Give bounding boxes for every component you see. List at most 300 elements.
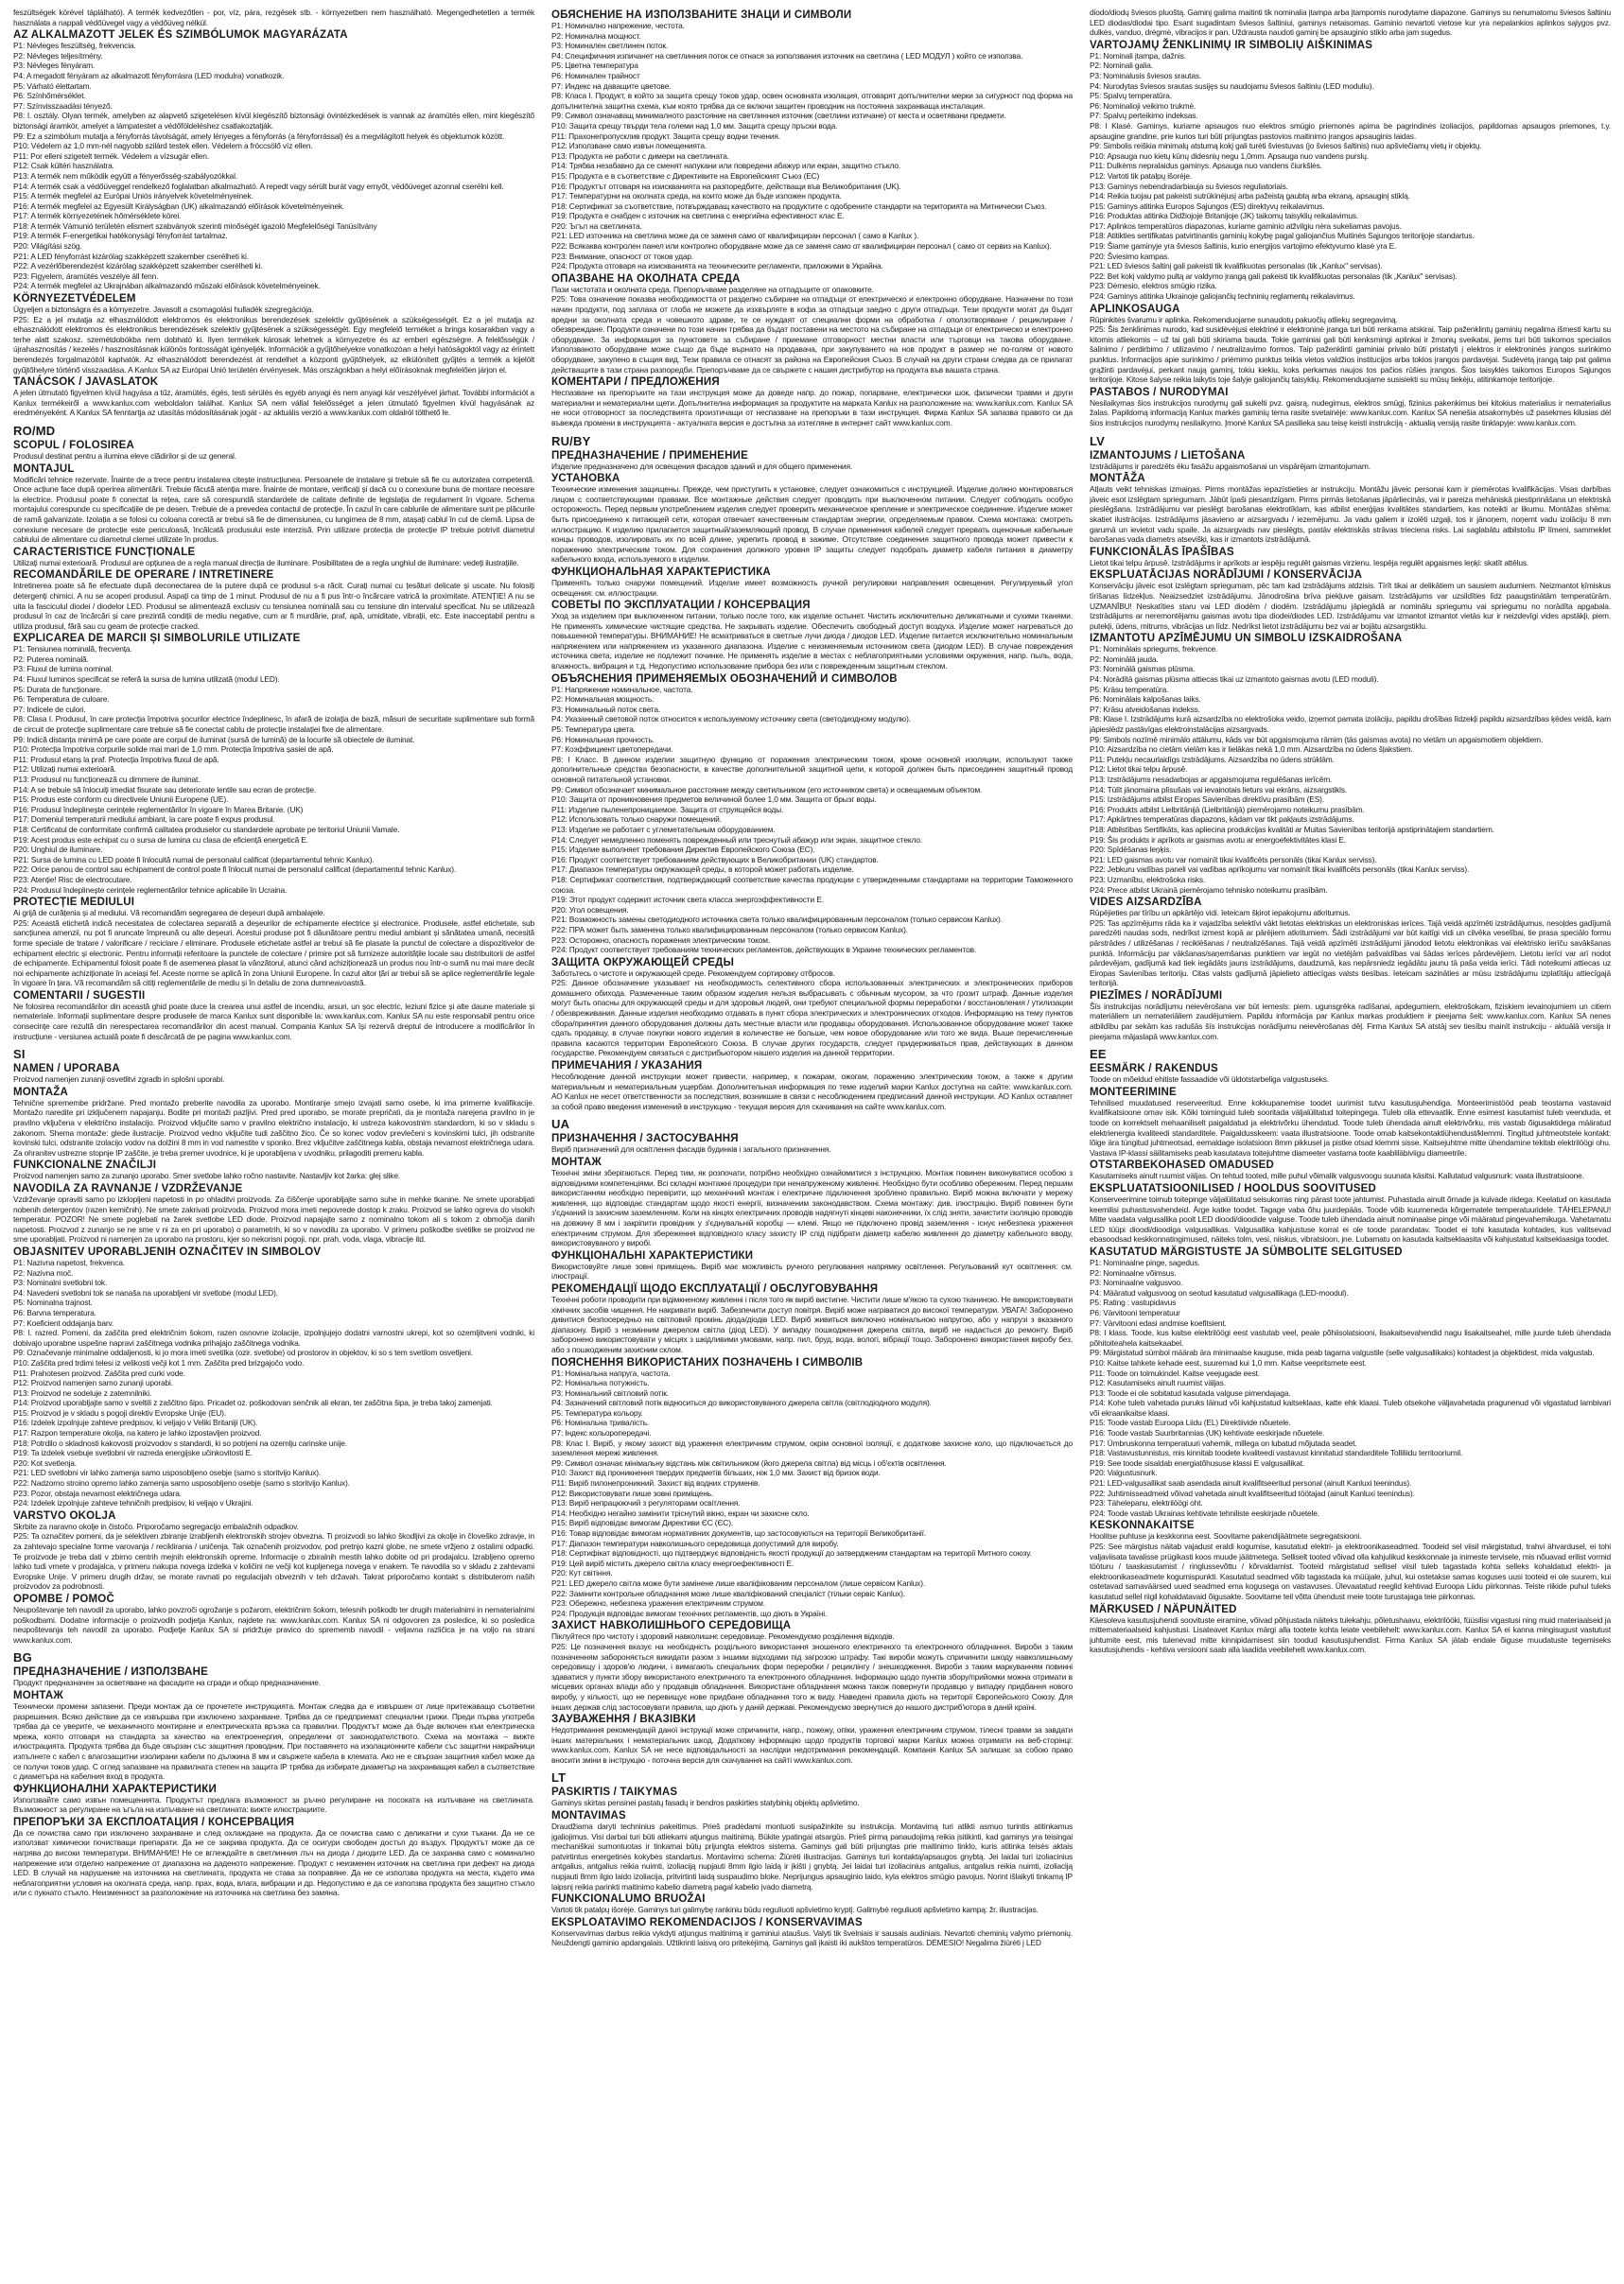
section-heading: ПРЕДНАЗНАЧЕНИЕ / ИЗПОЛЗВАНЕ: [13, 1666, 209, 1679]
body-paragraph: Да се почиства само при изключено захранване и след охлаждане на продукта. Да се почиства само с деликатни и сухи тъкани. Да не се използват химически почистващи препарати. Да не се закрива продукта. Да се осигури свободен достъп до въздух. Продуктът може да се нагрява до високи температури. ВНИМАНИЕ! Не се вглеждайте в светлинния лъч на диода / диодите LED. Да се захранва само с номинално напрежение или отделно напрежение от диапазона на даденото напрежение. Продукт с неизменен източник на светлина при дефект на диода LED. В случай на нарушение на източника на светлината, продукта не става за поправяне. Да не се използва продукта на места, където има неблагоприятни условия на околната среда, напр. прах, вода, влага, вибрации и др. Недопустимо е да се използва продукта без защитно стъкло или с пукнато стъкло. Неизменност за разположение на източника на светлина без замяна.: [13, 1827, 534, 1898]
symbol-definition: P19: Этот продукт содержит источник света класса энергоэффективности Е.: [551, 895, 824, 905]
symbol-definition: P15: Gaminys atitinka Europos Sąjungos (ES) direktyvų reikalavimus.: [1090, 201, 1325, 211]
symbol-definition: P22: Juhtimisseadmeid võivad vahetada ainult kvalifitseeritud töötajad (ainult Kanluxi teenindus).: [1090, 1488, 1415, 1498]
body-paragraph: Produsul destinat pentru a ilumina eleve clădirilor și de uz general.: [13, 450, 236, 461]
symbol-definition: P15: Продукта е в съответствие с Директивите на Европейският Съюз (ЕС): [551, 170, 820, 181]
body-paragraph: P25: Šis ženklinimas nurodo, kad susidėvėjusi elektrinė ir elektroninė įranga turi būti renkama atskirai. Taip paženklintų gaminių negalima išmesti kartu su kitomis atliekomis – už tai gali būti skiriama bauda. Tokie gaminiai gali būti kenksmingi aplinkai ir žmonių sveikatai, jiems turi būti taikomos specialios šalinimo / perdirbimo / utilizavimo / neutralizavimo formos. Taip paženklinti gaminiai privalo būti pristatyti į elektros ir elektroninės įrangos surinkimo punktus. Informacijos apie surinkimo / priėmimo punktus teikia vietos valdžios institucijos arba tokios įrangos pardavėjai. Sudėvėtą įrangą taip pat galima grąžinti pardavėjui, perkant naują gaminį, tokiu kiekiu, koks perkamas naujos tos pačios rūšies įrangos. Šios taisyklės taikomos Europos Sąjungos teritorijoje. Kitose šalyse reikia laikytis toje šalyje galiojančių taisyklių. Rekomenduojame susisiekti su mūsų tiekėju, atitinkamoje teritorijoje.: [1090, 324, 1611, 385]
body-paragraph: P9: Märgistatud sümbol määrab ära minimaalse kauguse, mida peab tagama valgustile (selle valgusallikaks) kohtadest ja objektidest, mida valgustab.: [1090, 1348, 1595, 1358]
body-paragraph: Изделие предназначено для освещения фасадов зданий и для общего применения.: [551, 461, 853, 471]
symbol-definition: P18: Atbilstības Sertifikāts, kas apliecina produkcijas kvalitāti ar Muitas Savienības teritorijā apstiprinātajiem standartiem.: [1090, 824, 1494, 834]
section-heading: УСТАНОВКА: [551, 473, 620, 485]
symbol-definition: P2: Nazivna moč.: [13, 1267, 74, 1278]
body-paragraph: Konservāciju jāveic esot izslēgtam spriegumam, pēc tam kad izstrādājums atdzisis. Tīrīt tikai ar delikātiem un sausiem audumiem. Neizmantot ķīmiskus tīrīšanas līdzekļus. Neaizsedziet izstrādājumu. Jānodrošina brīva piekļuve gaisam. Izstrādājums var uzsildīties līdz paaugstinātām temperatūrām. UZMANĪBU! Neskatīties staru vai LED diodēm / diodēm. Izstrādājumu jāpiegādā ar nominālu spriegumu vai spriegumu no norādīta apgabala. Izstrādājums ar neremontējamu gaismas avotu tipa diodei/diodes LED. Izstrādājumu var izmantot izmantot vietās kur ir neizdevīgi vides apstākļi, piem. putekļi, ūdens, mitrums, vibrācijas un līdz. Nedrīkst lietot izstrādājumu bez vai ar bojātu aizsargstiklu.: [1090, 581, 1611, 631]
symbol-definition: P13: A termék nem működik együtt a fényerősség-szabályozókkal.: [13, 170, 237, 181]
symbol-definition: P11: Putekļu necaurlaidīgs izstrādājums. Aizsardzība no ūdens strūklām.: [1090, 754, 1335, 764]
body-paragraph: Технические изменения защищены. Прежде, чем приступить к установке, следует ознакомиться с инструкцией. Изделие должно монтироваться лицом с соответствующими правами. Все монтажные действия следует проводить при выключенном питании. Следует соблюдать особую осторожность. Перед первым употреблением изделия следует проверить механическое крепление и электрическое соединение. Изделие может быть присоединено к питающей сети, которая отвечает качественным стандартам энергии, определяемым правом. Схема монтажа: смотреть иллюстрацию. К изделию прилагается защитный/заземляющий провод. В случае применения кабелей следует прервать оценочные кабельные концы проводов, изолировать их по всей длине, укрепить провод в зажиме. Отсутствие соединения защитного провода может привести к поражению электрическим током. Для сохранения должного уровня IP защиты следует подобрать диаметр кабеля питания в диаметру кабельного входа, используемого в изделии.: [551, 484, 1073, 565]
symbol-definition: P17: Razpon temperature okolja, na katero je lahko izpostavljen proizvod.: [13, 1428, 262, 1438]
symbol-definition: P5: Rating : vastupidavus: [1090, 1298, 1177, 1308]
symbol-definition: P21: LED джерело світла може бути замінене лише кваліфікованим персоналом (лише сервісом Kanlux).: [551, 1578, 926, 1588]
body-paragraph: P14: Kohe tuleb vahetada puruks läinud või kahjustatud kaitseklaas, katte ehk klaasi. Tuleb otsekohe väljavahetada pragunenud või vigastatud lambivari või ekraanikaitse klaasi.: [1090, 1398, 1611, 1418]
body-paragraph: Vartoti tik patalpų išorėje. Gaminys turi galimybę rankiniu būdu reguliuoti apšvietimo kryptį. Galimybė reguliuoti apšvietimo kampą: žr. iliustracijas.: [551, 1905, 1039, 1915]
body-paragraph: P18: Сертификат соответствия, подтверждающий соответствие качества продукции с утвержденными стандартами на территории Таможенного союза.: [551, 874, 1073, 895]
body-paragraph: Технічні роботи проводити при відімкненому живленні і після того як виріб вистигне. Чистити лише м'якою та сухою тканиною. Не використовувати хімічних засобів чищення. Не накривати виріб. Забезпечити доступ повітря. Виріб може нагріватися до високої температури. УВАГА! Заборонено дивитися безпосередньо на світловий промінь діода/діодів LED. Виріб живиться виключно номінальною напругою, або у напрузі з вказаного діапазону. Виріб з незмінним джерелом світла (діод LED). У випадку пошкодження джерела світла, виріб не надається до ремонту. Виріб заборонено використовувати у місцях з шкідливими умовами, напр. пил, бруд, вода, вологі, вібрації тощо. Заборонено використання виробу без, або з пошкодженим захисним склом.: [551, 1294, 1073, 1354]
symbol-definition: P18: Potrdilo o skladnosti kakovosti proizvodov s standardi, ki so potrjeni na ozemlju carinske unije.: [13, 1438, 347, 1448]
symbol-definition: P16: Produkts atbilst Lielbritānijā (Lielbritānijā) piemērojamo noteikumu prasībām.: [1090, 804, 1365, 814]
symbol-definition: P20: Világítási szög.: [13, 241, 82, 252]
symbol-definition: P24: Gaminys atitinka Ukrainoje galiojančių techninių reglamentų reikalavimus.: [1090, 291, 1355, 302]
symbol-definition: P17: A termék környezetének hőmérséklete körei.: [13, 211, 182, 221]
symbol-definition: P19: Šis produkts ir aprīkots ar gaismas avotu ar energoefektivitātes klasi E.: [1090, 834, 1346, 845]
body-paragraph: Proizvod namenjen samo za zunanjo uporabo. Smer svetlobe lahko ročno nastavite. Nastavljiv kot žarka: glej slike.: [13, 1171, 400, 1181]
symbol-definition: P3: Nominalni svetlobni tok.: [13, 1278, 108, 1288]
symbol-definition: P17: Aplinkos temperatūros diapazonas, kuriame gaminio atžvilgiu nėra sukeliamas pavojus.: [1090, 220, 1402, 231]
symbol-definition: P23: Tähelepanu, elektrilöögi oht.: [1090, 1498, 1203, 1508]
symbol-definition: P1: Напряжение номинальное, частота.: [551, 684, 693, 694]
symbol-definition: P21: LED svetlobni vir lahko zamenja samo usposobljeno osebje (samo s storitvijo Kanlux).: [13, 1468, 322, 1478]
body-paragraph: P9: Indică distanța minimă pe care poate are corpul de iluminat (sursă de lumină) de la locurile să obiectele de iluminat.: [13, 734, 415, 744]
body-paragraph: Използвайте само извън помещенията. Продуктът предлага възможност за ръчно регулиране на посоката на излъчване на светлината. Възможност за регулиране на ъгъла на излъчване на светлината: вижте илюстрациите.: [13, 1794, 534, 1815]
symbol-definition: P5: Цветна температура: [551, 61, 638, 71]
symbol-definition: P22: Замінити контрольне обладнання може лише кваліфікований спеціаліст (тільки сервіс Kanlux).: [551, 1588, 905, 1598]
symbol-definition: P6: Номінальна тривалість.: [551, 1418, 650, 1428]
symbol-definition: P1: Nazivna napetost, frekvenca.: [13, 1257, 126, 1267]
section-heading: KESKONNAKAITSE: [1090, 1520, 1195, 1532]
symbol-definition: P24: Toode vastab Ukrainas kehtivate tehniliste eeskirjade nõuetele.: [1090, 1508, 1319, 1518]
body-paragraph: Konservavimas darbus reikia vykdyti atjungus maitinimą ir gaminiui ataušus. Valyti tik švelniais ir sausais audiniais. Nevartoti cheminių valymo priemonių. Neuždengti gaminio apdangalais. Užtikrinti laisvą oro pritekėjimą. Gaminys gali įkaisti iki aukštos temperatūros. DĖMESIO! Negalima žiūrėti į LED: [551, 1927, 1073, 1948]
symbol-definition: P5: Durata de funcționare.: [13, 684, 102, 694]
symbol-definition: P17: Температурни на околната среда, на които може да бъде изложен продукта.: [551, 191, 842, 201]
symbol-definition: P24: Izdelek izpolnjuje zahteve tehničnih predpisov, ki veljajo v Ukrajini.: [13, 1498, 253, 1508]
symbol-definition: P21: LED източника на светлина може да се заменя само от квалифициран персонал ( само в Kanlux ).: [551, 231, 919, 241]
symbol-definition: P19: Цей виріб містить джерело світла класу енергоефективності Е.: [551, 1558, 794, 1568]
symbol-definition: P9: Simbolis reiškia minimalų atstumą kokį gali turėti šviestuvas (jo šviesos šaltinis) nuo apšviečiamų vietų ir objektų.: [1090, 141, 1482, 151]
symbol-definition: P12: Використовувати лише зовні приміщень.: [551, 1488, 714, 1498]
symbol-definition: P4: Norādītā gaismas plūsma attiecas tikai uz izmantoto gaismas avotu (LED moduli).: [1090, 674, 1379, 685]
symbol-definition: P5: Температура кольору.: [551, 1407, 643, 1418]
symbol-definition: P10: Zaščita pred trdimi telesi iz velikosti večji kot 1 mm. Zaščita pred brizgajočo vodo.: [13, 1357, 305, 1368]
symbol-definition: P23: Uzmanību, elektrošoka risks.: [1090, 874, 1206, 884]
body-paragraph: diodo/diodų šviesos pluoštą. Gaminį galima maitinti tik nominalia įtampa arba įtampomis nurodytame diapazone. Gaminys su nenumatomu šviesos šaltiniu LED diodas/diodai tipo. Esant sugadintam šviesos šaltiniui, gaminys netaisomas. Gaminio nevartoti vietose kur yra nepalankios aplinkos sąlygos pvz. dulkės, vanduo, drėgmė, vibracijos ir pan. Uždrausta naudoti gaminį be apsauginio stiklo arba jam sugedus.: [1090, 8, 1611, 38]
body-paragraph: P8: I. razred. Pomeni, da zaščita pred električnim šokom, razen osnovne izolacije, izpolnjujejo dodatni varnostni ukrepi, kot so ozemljitveni vodniki, ki dobivajo uporabne uspešne napravi zaščitnega vodnika prihajajo zaščitnega vodnika.: [13, 1328, 534, 1348]
section-heading: ОБЪЯСНЕНИЯ ПРИМЕНЯЕМЫХ ОБОЗНАЧЕНИЙ И СИМВОЛОВ: [551, 672, 898, 685]
section-heading: EXPLICAREA DE MARCII ȘI SIMBOLURILE UTILIZATE: [13, 633, 301, 645]
section-heading: ФУНКЦІОНАЛЬНІ ХАРАКТЕРИСТИКИ: [551, 1249, 754, 1262]
section-heading: ПРЕДНАЗНАЧЕНИЕ / ПРИМЕНЕНИЕ: [551, 449, 748, 462]
body-paragraph: P8: I klass. Toode, kus kaitse elektrilöögi eest vastutab veel, peale põhiisolatsiooni, lisakaitsevahendid nagu lisakaitseahel, mille juurde tuleb ühendada põhitoiteahela kaitsekaabel.: [1090, 1328, 1611, 1348]
symbol-definition: P19: Ta izdelek vsebuje svetlobni vir razreda energijske učinkovitosti E.: [13, 1448, 253, 1458]
body-paragraph: Kasutamiseks ainult ruumist väljas. On tehtud tooted, mille puhul võimalik valgusvoogu suunata käsitsi. Kallutatud valgusnurk: vaata illustratsioone.: [1090, 1171, 1584, 1181]
symbol-definition: P6: Nominālais kalpošanas laiks.: [1090, 694, 1201, 705]
section-heading: EKSPLUATATSIOONILISED / HOOLDUS SOOVITUSED: [1090, 1183, 1376, 1194]
symbol-definition: P20: Угол освещения.: [551, 904, 629, 915]
symbol-definition: P16: Produsul îndeplinește cerințele reglementărilor în vigoare în Marea Britanie. (UK): [13, 804, 304, 814]
section-heading: FUNKCIONĀLĀS ĪPAŠĪBAS: [1090, 546, 1234, 558]
symbol-definition: P1: Nominali įtampa, dažnis.: [1090, 50, 1186, 61]
symbol-definition: P2: Номинална мощност.: [551, 30, 641, 41]
symbol-definition: P23: Dėmesio, elektros smūgio rizika.: [1090, 281, 1217, 291]
symbol-definition: P15: Toode vastab Euroopa Liidu (EL) Direktiivide nõuetele.: [1090, 1418, 1291, 1428]
section-heading: FUNKCIONALNE ZNAČILJI: [13, 1159, 157, 1172]
body-paragraph: Atļauts veikt tehniskas izmaiņas. Pirms montāžas iepazīstieties ar instrukciju. Montāžu jāveic personai kam ir piemērotas kvalifikācijas. Visas darbības jāveic esot izslēgtam spriegumam. Jābūt īpaši piesardzīgam. Pirms pirmās lietošanas jāpārliecinās, vai ir pareiza mehāniskā piestiprināšana un elektriskā pieslēgšana. Izstrādājumu var pieslēgt barošanas elektrotīklam, kas atbilst enerģijas kvalitātes standartiem, kas noteikti ar likumu. Montāžas shēma: skatiet ilustrācijas. Izstrādājums jāsavieno ar aizsargvadu / iezemējumu. Ja vadu galiem ir izolēti uzgaļi, tos ir jānoņem, noņemt vadu izolāciju 8 mm garumā un ievietot vadu spaile. Ja aizsargvads nav pieslēgts, pastāv elektriskās strāvas trieciena risks. Lai saglabātu atbilstošu IP līmeni, sammeklet barošanas vada diametrs atsevišķi, kas ir izmantots izstrādājumā.: [1090, 484, 1611, 545]
symbol-definition: P16: A termék megfelel az Egyesült Királyságban (UK) alkalmazandó előírások követelményeinek.: [13, 201, 345, 211]
symbol-definition: P20: Spīdēšanas leņķis.: [1090, 845, 1172, 855]
symbol-definition: P18: A termék Vámunió területén elismert szabványok szerinti minőségét igazoló Megfelelőségi Tanúsítvány: [13, 220, 377, 231]
section-heading: PASTABOS / NURODYMAI: [1090, 386, 1229, 398]
symbol-definition: P23: Figyelem, áramütés veszélye áll fenn.: [13, 270, 159, 281]
symbol-definition: P14: Следует немедленно поменять поврежденный или треснутый абажур или экран, защитное стекло.: [551, 834, 923, 845]
symbol-definition: P2: Nominālā jauda.: [1090, 654, 1159, 664]
symbol-definition: P14: Proizvod uporabljajte samo v sveltili z zaščitno šipo. Pricadet oz. poškodovan senčnik ali ekran, ter zaščitna šipa, je treba takoj zamenjati.: [13, 1398, 493, 1408]
body-paragraph: Недотримання рекомендацій даної інструкції може спричинити, напр., пожежу, опіки, ураження електричним струмом, тілесні травми за завдати інших матеріальних і нематеріальних шкод. Додаткову інформацію щодо продуктів торгової марки Kanlux можна отримати на веб-сторінці: www.kanlux.com. Kanlux SA не несе відповідальності за наслідки недотримання рекомендацій. Компанія Kanlux SA залишає за собою право вносити зміни в інструкцію - поточна версія для скачування на сайті www.kanlux.com.: [551, 1725, 1073, 1765]
body-paragraph: Використовуйте лише зовні приміщень. Виріб має можливість ручного регулювання напрямку освітлення. Регульований кут освітлення: см. ілюстрації.: [551, 1261, 1073, 1281]
body-paragraph: P25: Această etichetă indică necesitatea de colectarea separată a deșeurilor de echipamente electrice și electronice. Produsele, astfel etichetate, sub sancțiunea amenzii, nu pot fi aruncate împreună cu alte deșeuri. Acestui produse pot fi dăunătoare pentru mediul ambiant și sănătatea umană, necesită forme speciale de tratare / valorificare / reciclare / eliminare. Produsele etichetate astfel ar trebui să fie plasate la punctul de colectare a dispozitivelor de echipament electric și electronic. Pentru informații referitoare la punctele de colectare / primire pot să furnizeze autoritățile locale sau distribuitorii de astfel de echipamente. Echipamentul folosit poate fi de asemenea plasat la vânzătorul, atunci când achiziționează un produs nou într-o sumă nu mai mare decât noi echipamente achiziționate în aceiași fel. Aceste norme se aplică în zona Uniunii Europene. În cazul altor țări ar trebui să se aplice reglementările legale în vigoare în țara. Vă recomandăm să citiți reglementările de mediu și în detaliu de zona dumneavoastră.: [13, 917, 534, 988]
body-paragraph: Ügyeljen a biztonságra és a környezetre. Javasolt a csomagolási hulladék szegregációja.: [13, 305, 314, 315]
symbol-definition: P17: Диапазон температуры окружающей среды, в которой может работать изделие.: [551, 864, 854, 875]
language-code-heading: RU/BY: [551, 433, 591, 448]
section-heading: MONTAJUL: [13, 462, 75, 475]
symbol-definition: P24: Prece atbilst Ukrainā piemērojamo tehnisko noteikumu prasībām.: [1090, 884, 1328, 895]
symbol-definition: P5: Várható élettartam.: [13, 80, 92, 91]
symbol-definition: P24: Продукта отговаря на изискванията на техническите регламенти, приложими в Украйна.: [551, 261, 883, 271]
symbol-definition: P3: Номінальний світловий потік.: [551, 1387, 669, 1398]
symbol-definition: P6: Nominalioji veikimo trukmė.: [1090, 100, 1196, 111]
symbol-definition: P10: Protecția împotriva corpurile solide mai mari de 1,0 mm. Protecția împotriva șasiei de apă.: [13, 744, 334, 755]
symbol-definition: P11: Виріб пилонепроникний. Захист від водних струменів.: [551, 1478, 760, 1489]
symbol-definition: P23: Осторожно, опасность поражения электрическим током.: [551, 934, 771, 945]
symbol-definition: P12: Vartoti tik patalpų išorėje.: [1090, 170, 1193, 181]
symbol-definition: P22: Всякаква контролен панел или контролно оборудване може да се заменя само от квалифициран персонал ( само от сервиз на Kanlux).: [551, 241, 1052, 252]
section-heading: AZ ALKALMAZOTT JELEK ÉS SZIMBÓLUMOK MAGYARÁZATA: [13, 29, 348, 42]
symbol-definition: P15: Produs este conform cu directivele Uniunii Europene (UE).: [13, 794, 229, 805]
section-heading: OPOMBE / POMOČ: [13, 1593, 114, 1605]
symbol-definition: P19: Šiame gaminyje yra šviesos šaltinis, kurio energijos vartojimo efektyvumo klasė yra E.: [1090, 241, 1397, 252]
symbol-definition: P9: Символ означає мінімальну відстань між світильником (його джерела світла) від місць і об'єктів освітлення.: [551, 1457, 947, 1468]
language-code-heading: LT: [551, 1770, 567, 1786]
body-paragraph: P9: Ez a szimbólum mutatja a fényforrás távolságát, amely lényeges a fényforrás (a fényforrással) és a megvilágított helyek és objektumok között.: [13, 131, 505, 141]
symbol-definition: P19: Продукта е снабден с източник на светлина с енергийна ефективност клас Е.: [551, 211, 845, 221]
section-heading: VARTOJAMŲ ŽENKLINIMŲ IR SIMBOLIŲ AIŠKINIMAS: [1090, 39, 1373, 51]
symbol-definition: P15: Izstrādājums atbilst Eiropas Savienības direktīvu prasībām (ES).: [1090, 794, 1324, 805]
symbol-definition: P7: Індекс кольоропередачі.: [551, 1428, 652, 1438]
symbol-definition: P12: Lietot tikai telpu ārpusē.: [1090, 764, 1188, 775]
symbol-definition: P10: Захист від проникнення твердих предметів більших, ніж 1,0 мм. Захист від бризок води.: [551, 1468, 881, 1478]
body-paragraph: Izstrādājums ir paredzēts ēku fasāžu apgaismošanai un vispārējam izmantojumam.: [1090, 461, 1371, 471]
symbol-definition: P7: Коэффициент цветопередачи.: [551, 744, 673, 755]
section-heading: MONTĀŽA: [1090, 473, 1145, 485]
body-paragraph: P25: Това означение показва необходимостта от разделно събиране на отпадъци от електрическо и електронно оборудване. Назначени по този начин продукти, под заплаха от глоба не можете да изхвърляте в кофа за отпадъци заедно с други отпадъци. Тези продукти могат да бъдат вредни за околната среда и човешкото здраве, те се нуждаят от специални форми на обработка / оползотворяване / рециклиране / обезвреждане. Продукти означени по този начин трябва да бъдат поставени на местото на събиране на отпадъци от електрическо и електронно оборудване. За информация за пунктовете за събиране / приемане отговорност местни власти или търговци на такова оборудване. Използваното оборудване може също да бъде върнато на продавача, при закупуването на нов продукт в размер не по-голям от новото оборудване, закупено в същия вид. Тези правила се отнасят за района на Европейския Съюз. В случай на други страни следва да се прилагат действащите в тази страна разпоредби. Препоръчваме да се свържете с нашия дистрибутор на продукта във вашата страна.: [551, 294, 1073, 375]
symbol-definition: P2: Номинальная мощность.: [551, 694, 655, 705]
symbol-definition: P10: Aizsardzība no cietām vielām kas ir lielākas nekā 1,0 mm. Aizsardzība no ūdens šļakstiem.: [1090, 744, 1413, 755]
symbol-definition: P12: Csak kültéri használatra.: [13, 161, 114, 171]
body-paragraph: Rūpinkitės švarumu ir aplinka. Rekomenduojame sunaudotų pakuočių atliekų segregavimą.: [1090, 314, 1398, 324]
symbol-definition: P5: Krāsu temperatūra.: [1090, 684, 1169, 694]
symbol-definition: P22: Orice panou de control sau echipament de control poate fi înlocuit numai de personalul calificat (departamentul tehnic Kanlux).: [13, 864, 457, 875]
symbol-definition: P19: See toode sisaldab energiatõhususe klassi E valgusallikat.: [1090, 1457, 1305, 1468]
body-paragraph: Vzdrževanje opraviti samo po izklopljeni napetosti in po ohladitvi proizvoda. Za čiščenje uporabljajte samo suhe in mehke tkanine. Ne smete uporabljati nobenih detergentov (razen kemičnih). Ne smete zakrivati proizvoda. Proizvod mora imeti nepovrede dostop k zraku. Proizvod se lahko ogreva do visokih temperatur. POZOR! Ne smete poglebati na žarek svetlobe LED diode. Proizvod napajajte samo z nominalno tokom ali s tokom z območja danih napetosti. Proizvod z zunanjo se ne sme v ni za en pri uporabo) o parametrih, ki so v navodilu za uporabo. V primeru poškodbe svetilke se proizvod ne sme uporabljati. Proizvod ni namenjen za uporabo na prostoru, kjer so nekorisni pogoji, npr. prah, voda, vlaga, vibracije itd.: [13, 1194, 534, 1245]
symbol-definition: P20: Valgustusnurk.: [1090, 1468, 1158, 1478]
symbol-definition: P4: A megadott fényáram az alkalmazott fényforrásra (LED modulra) vonatkozik.: [13, 70, 285, 80]
section-heading: MONTAŽA: [13, 1086, 69, 1098]
body-paragraph: Proizvod namenjen zunanji osvetlitvi zgradb in splošni uporabi.: [13, 1074, 225, 1085]
symbol-definition: P4: Специфичния изпичанет на светлинния поток се отнася за използвания източник на светлина ( LED МОДУЛ ) който се използва.: [551, 50, 1023, 61]
body-paragraph: P25: Tas apzīmējums rāda ka ir vajadzība selektīvi vākt lietotas elektriskas un elektroniskas ierīces. Tajā veidā apzīmēti izstrādājumus, nesoļdes gadījumā paredzēti naudas sods, nedrīkst izmest kopā ar pārējiem atkritumiem. Šādi izstrādājumi var būt kaitīgi vidi un cilvēka veselībai, tie prasa speciālo formu pārstrādes / utilizēšanas / reciklēšanas / neutralizēšanas. Tajā veidā apzīmēti izstrādājumi jānodod lietotu elektronikas vai elektrisko ierīču savākšanas punktā. Informāciju par vākšanas/saņemšanas punktiem var iegūt no vietējām pašvaldības vai šādas ierīces pārdevējiem. Lietotu ierīci var arī nodot pārdevējam, gadījumā kad tiek iegādāts jauns izstrādājums, daudzumā, kas nepārsniedz iegādātu jaunu tā paša veida ierīci. Tādi noteikumi attiecas uz Eiropas Savienības teritoriju. Citas valsts gadījumā jāpielieto attiecīgas valsts tiesības. Ieteicam sazināties ar mūsu izstrādājumu izplatītāju attiecīgajā teritorijā.: [1090, 917, 1611, 988]
symbol-definition: P12: Kasutamiseks ainult ruumist väljas.: [1090, 1378, 1226, 1388]
symbol-definition: P1: Номинално напрежение, честота.: [551, 21, 685, 30]
symbol-definition: P13: Виріб непрацюючий з регуляторами освітлення.: [551, 1498, 741, 1508]
symbol-definition: P20: Кут світіння.: [551, 1568, 613, 1578]
section-heading: ЗАУВАЖЕННЯ / ВКАЗІВКИ: [551, 1714, 696, 1726]
symbol-definition: P11: Prahotesen proizvod. Zaščita pred curki vode.: [13, 1368, 185, 1378]
symbol-definition: P18: Atitikties sertifikatas patvirtinantis gaminių kokybę pagal galiojančius Muitinės Sąjungos teritorijoje standartus.: [1090, 231, 1475, 241]
body-paragraph: P9: Символ обозначает минимальное расстояние между светильником (его источником света) и освещаемым объектом.: [551, 784, 983, 794]
symbol-definition: P6: Temperatura de culoare.: [13, 694, 110, 705]
symbol-definition: P7: Indicele de culori.: [13, 704, 86, 714]
section-heading: PROTECȚIE MEDIULUI: [13, 897, 135, 909]
body-paragraph: Технически промени запазени. Преди монтаж да се прочетете инструкцията. Монтаж следва да е извършен от лице притежаващо съответни разрешения. Всяко действие да се извършва при изключено захранване. Трябва да се предприемат специални грижи. Преди първа употреба трябва да се уверите, че механичното монтиране и електрическата връзка са правилни. Продуктът може да бъде включен към електрическа мрежа, която отговаря на стандарта за качество на електроенергия, определени от законодателството. Схема на монтажа – вижте илюстрацията. Продукта трябва да бъде свързан със защитния проводник. При поставянето на изолационните кабели със защитни накрайници изпълнете с кабел с влагозащитни изолирани кабели по дължина 8 мм и свържете кабела в клемата. Ако не е свързан защитния кабел може да се получи токов удар. С оглед запазване на правилната степен на защита IP трябва да избирате диаметър на захранващия кабел в съответствие с диаметъра на кабелния вход в продукта.: [13, 1700, 534, 1782]
language-code-heading: LV: [1090, 433, 1106, 448]
symbol-definition: P7: Spalvų perteikimo indeksas.: [1090, 111, 1198, 121]
body-paragraph: P25: See märgistus näitab vajadust eraldi kogumise, kasutatud elektri- ja elektroonikaseadmed. Toodeid sel viisil märgistatud, trahvi ähvardusel, ei tohi valjaviisata tavalisse prügikasti koos muude jäätmetega. Selliselt tooted võivad olla kahjulikud keskkonnale ja inimeste tervisele, mis nõuavad erilist vormid tööturu / taaskasutamist / ringlussevõttu / kõrvaldamist. Tooteid märgistatud sellisel viisil tuleb tagastada kohta selleks kohaldatud elektri- ja elektroonikaseadmete kogumispunkti. Kasutatud seadmed võib tagastada ka müüjale, juhul, kui ostetakse samas koguses uusi tooteid ei ole suurem, kui ostetavad samaväärsed uued seadmed ema kogusega on vastavuses. Ülevaatatud reeglid kehtivad Euroopa Liidu piirkonnas. Teiste riikide puhul tuleks kasutatud sellel riigil kohaldatavaid õigusakte. Soovitame teil võtta ühendust meie toote turustajaga teie piirkonnas.: [1090, 1542, 1611, 1601]
symbol-definition: P12: Използване само извън помещенията.: [551, 141, 707, 151]
symbol-definition: P22: Bet kokį valdymo pultą ar valdymo įrangą gali pakeisti tik kvalifikuotas personalas (tik „Kanlux" servisas).: [1090, 270, 1458, 281]
body-paragraph: Ne folosirea recomandărilor din această ghid poate duce la crearea unui astfel de incendiu, arsuri, un șoc electric, leziuni fizice și alte daune materiale și nemateriale. Informații suplimentare despre produsele de marca Kanlux sunt disponibile la: www.kanlux.com. Kanlux SA nu este responsabil pentru orice consecințe care rezultă din nerespectarea recomandărilor din acest manual. Compania Kanlux SA își rezervă dreptul de introducere a modificărilor în instrucțiune - versiunea actuală poate fi descărcată de pe pagina www.kanlux.com.: [13, 1001, 534, 1041]
body-paragraph: P8: Klase I. Izstrādājums kurā aizsardzība no elektrošoka veido, izņemot pamata izolāciju, papildu drošības līdzekļi papildu aizsardzības ķēdes veidā, kam jāpieslēdz pastāvīgas elektroinstalācijas aizsargvads.: [1090, 714, 1611, 735]
symbol-definition: P2: Номінальна потужність.: [551, 1378, 650, 1388]
symbol-definition: P13: Gaminys nebendradarbiauja su šviesos reguliatoriais.: [1090, 181, 1288, 191]
section-heading: ЗАЩИТА ОКРУЖАЮЩЕЙ СРЕДЫ: [551, 956, 735, 968]
symbol-definition: P16: Izdelek izpolnjuje zahteve predpisov, ki veljajo v Veliki Britaniji (UK).: [13, 1418, 258, 1428]
symbol-definition: P21: Возможность замены светодиодного источника света только квалифицированным персоналом (только сервисом Kanlux).: [551, 915, 1003, 925]
body-paragraph: Технічні зміни зберігаються. Перед тим, як розпочати, потрібно необхідно ознайомитися з інструкцією. Монтаж повинен виконуватися особою з відповідними компетенціями. Всі складні монтажні процедури при ненапруженому живленні. Необхідно бути особливо обережним. Перед першим використанням необхідно перевірити, що механічний монтаж і електричне підключення зроблено правильно. Виріб можна включати у мережу живлення, що відповідає стандартам щодо якості енергії, визначеним законодавством. Схема монтажу: див. ілюстрацію. Виріб повинен бути з'єднаний із захисним заземленням. Коли на кінцях електричних проводів надягнуті кінцеві наконечники, їх слід зняти, зачистити ізоляцію проводів на довжину 8 мм і закріпити провідник у з'єднувальній коробці — клемі. Якщо не підключено провід заземлення - існує небезпека ураження електричним струмом. Для збереження відповідного класу захисту IP слід підібрати діаметр кабелю живлення до діаметру кабельного вводу, використовуваного у виробі.: [551, 1168, 1073, 1248]
body-paragraph: Продукт предназначен за осветяване на фасадите на сгради и общо предназначение.: [13, 1678, 321, 1688]
symbol-definition: P12: Proizvod namenjen samo zunanji uporabi.: [13, 1378, 173, 1388]
symbol-definition: P11: Toode on tolmukindel. Kaitse veejugade eest.: [1090, 1368, 1260, 1378]
symbol-definition: P12: Utilizați numai exterioară.: [13, 764, 116, 775]
symbol-definition: P22: ПРА может быть заменена только квалифицированным персоналом (только сервисом Kanlux).: [551, 924, 908, 934]
body-paragraph: P8: I Klasė. Gaminys, kuriame apsaugos nuo elektros smūgio priemonės apima be pagrindinės izoliacijos, papildomas apsaugos priemones, t.y. apsaugine grandine, prie kurios turi būti prijungtas pastovios maitinimo įrangos apsauginis laidas.: [1090, 120, 1611, 141]
symbol-definition: P11: Изделие пыленепроницаемое. Защита от струящейся воды.: [551, 804, 784, 814]
body-paragraph: P8: Класа I. Продукт, в който за защита срещу токов удар, освен основната изолация, отговарят допълнителни мерки за сигурност под форма на допълнителна защитна схема, към която трябва да се включи защитен проводник на постоянна захранваща инсталация.: [551, 91, 1073, 111]
section-heading: КОМЕНТАРИ / ПРЕДЛОЖЕНИЯ: [551, 376, 720, 389]
body-paragraph: P8: Клас I. Виріб, у якому захист від ураження електричним струмом, окрім основної ізоляції, є додаткове захисне коло, що підключається до заземлення мережі живлення.: [551, 1438, 1073, 1458]
section-heading: NAMEN / UPORABA: [13, 1063, 120, 1075]
symbol-definition: P18: Vastavustunnistus, mis kinnitab toodete kvaliteedi vastavust kinnitatud standarditele Tolliliidu territooriumil.: [1090, 1448, 1463, 1458]
symbol-definition: P21: LED gaismas avotu var nomainīt tikai kvalificēts personāls (tikai Kanlux serviss).: [1090, 854, 1377, 864]
body-paragraph: Skrbite za naravno okolje in čistočo. Priporočamo segregacijo embalažnih odpadkov.: [13, 1521, 299, 1531]
symbol-definition: P4: Указанный световой поток относится к используемому источнику света (светодиодному модулю).: [551, 714, 911, 724]
symbol-definition: P20: Kot svetlenja.: [13, 1457, 77, 1468]
body-paragraph: P9: Označevanje minimalne oddaljenosti, ki jo mora imeti svetilka (ozir. svetlobe) od prostorov in objektov, ki so s tem svetilom osvetljeni.: [13, 1348, 474, 1358]
symbol-definition: P1: Nominaalne pinge, sagedus.: [1090, 1257, 1200, 1267]
section-heading: ЗАХИСТ НАВКОЛИШНЬОГО СЕРЕДОВИЩА: [551, 1620, 792, 1632]
symbol-definition: P5: Spalvų temperatūra.: [1090, 91, 1172, 101]
symbol-definition: P18: Certificatul de conformitate confirmă calitatea produselor cu standardele aprobate pe teritoriul Uniunii Vamale.: [13, 824, 400, 834]
section-heading: ПРИМЕЧАНИЯ / УКАЗАНИЯ: [551, 1060, 703, 1072]
symbol-definition: P16: Produktas atitinka Didžiojoje Britanijoje (JK) taikomų taisyklių reikalavimus.: [1090, 211, 1359, 221]
section-heading: ОПАЗВАНЕ НА ОКОЛНАТА СРЕДА: [551, 272, 741, 285]
symbol-definition: P7: Krāsu atveidošanas indekss.: [1090, 704, 1200, 714]
symbol-definition: P24: Produsul îndeplinește cerințele reglementărilor tehnice aplicabile în Ucraina.: [13, 884, 288, 895]
symbol-definition: P14: A se trebuie să înlocuiți imediat fisurate sau deteriorate lentile sau ecran de protecție.: [13, 784, 317, 794]
language-code-heading: RO/MD: [13, 423, 56, 438]
section-heading: ПРИЗНАЧЕННЯ / ЗАСТОСУВАННЯ: [551, 1133, 739, 1145]
symbol-definition: P23: Обережно, небезпека ураження електричним струмом.: [551, 1598, 765, 1609]
section-heading: KASUTATUD MÄRGISTUSTE JA SÜMBOLITE SELGITUSED: [1090, 1246, 1403, 1258]
body-paragraph: Піклуйтеся про чистоту і здоровий навколишнє середовище. Рекомендуємо розділення відходів.: [551, 1631, 895, 1642]
symbol-definition: P17: Діапазон температури навколишнього середовища допустимий для виробу.: [551, 1538, 839, 1548]
body-paragraph: feszültségek körével táplálható). A termék kedvezőtlen - por, víz, pára, rezgések stb. - környezetben nem használható. Megengedhetetlen a termék használata a nappali védőüvegel vagy a védőüveg nélkül.: [13, 8, 534, 27]
section-heading: OTSTARBEKOHASED OMADUSED: [1090, 1159, 1274, 1172]
body-paragraph: Применять только снаружи помещений. Изделие имеет возможность ручной регулировки направления освещения. Регулируемый угол освещения: см. иллюстрации.: [551, 577, 1073, 598]
symbol-definition: P21: LED-valgusallikat saab asendada ainult kvalifitseeritud personal (ainult Kanluxi teenindus).: [1090, 1478, 1412, 1489]
symbol-definition: P4: Fluxul luminos specificat se referă la sursa de lumina utilizată (modul LED).: [13, 674, 280, 685]
symbol-definition: P19: Acest produs este echipat cu o sursa de lumina cu clasa de eficiență energetică E.: [13, 834, 308, 845]
symbol-definition: P5: Температура цвета.: [551, 724, 636, 735]
symbol-definition: P16: Товар відповідає вимогам нормативних документів, що застосовуються на території Великобританії.: [551, 1528, 926, 1538]
section-heading: KÖRNYEZETVÉDELEM: [13, 293, 136, 305]
body-paragraph: P25: Це позначення вказує на необхідність роздільного використання зношеного електричного та електронного обладнання. Вироби з таким позначенням забороняється викидати разом з іншими відходами під загрозою штрафу. Такі вироби можуть спричинити шкоду навколишньому середовищу і здоров'ю людини, і вимагають спеціальних форм переробки / рециклінгу / знешкодження. Вироби з таким маркуванням повинні здаватися у пункти збору використаного електричного та електронного обладнання. Інформацію щодо пунктів збору/прийомки можна отримати в місцевих органах влади або у продавців обладнання. Використане обладнання можна також повернути продавцю у випадку придбання нового виробу, у кількості, що не перевищує нове придбане обладнання того ж виду. Наведені правила діють на території Європейського Союзу. Для інших держав слід застосовувати правила, що діють у даній державі. Рекомендуємо звернутися до нашого дистриб'ютора в даній країні.: [551, 1641, 1073, 1712]
symbol-definition: P3: Номинальный поток света.: [551, 704, 661, 714]
section-heading: TANÁCSOK / JAVASLATOK: [13, 376, 159, 389]
body-paragraph: Tehnilised muudatused reserveeritud. Enne kokkupanemise toodet uurimist tutvu kasutusjuhendiga. Monteerimistööd peab teostama vastavaid kvalifikatsioone omav isik. Kõiki toiminguid tuleb sooritada väljalülitatud toitepingega. Tuleb olla ettevaatlik. Enne esimest kasutamist tuleb veenduda, et toode on korrektselt mehaaniliselt paigaldatud ja elektrivõrku ühendatud. Toode tuleb ühendada ainult elektrivõrku, mis vastab õigusaktidega määratud elektrienergia kvaliteedi standarditele. Paigaldusskeem: vaata illustratsioone. Toode omab kaitsekontaktiühendust/klemmi. Tingitud juhtmeotstele kontakt: lõige ära tüngitud juhtmeotsad, eemaldage isolatsioon 8mm pikkusel ja pistke otsad klemmi sisse. Kaitsejuhtme mitte ühendamine tekitab elektrilöögi ohu. Vastava IP-klassi säilitamiseks peab kasutatava toitejuhtme diameeter vastama toote kaabliläbiviigu diameetrile.: [1090, 1097, 1611, 1158]
symbol-definition: P6: Värvitooni temperatuur: [1090, 1307, 1180, 1317]
section-heading: OBJASNITEV UPORABLJENIH OZNAČITEV IN SIMBOLOV: [13, 1246, 322, 1258]
language-code-heading: UA: [551, 1117, 570, 1132]
body-paragraph: Hoolitse puhtuse ja keskkonna eest. Soovitame pakendijäätmete segregatsiooni.: [1090, 1531, 1362, 1542]
body-paragraph: Виріб призначений для освітлення фасадів будинків і загального призначення.: [551, 1144, 831, 1155]
section-heading: EESMÄRK / RAKENDUS: [1090, 1063, 1218, 1075]
section-heading: SCOPUL / FOLOSIREA: [13, 439, 134, 451]
column-middle: [551, 8, 1073, 2275]
symbol-definition: P1: Névleges feszültség, frekvencia.: [13, 41, 136, 51]
body-paragraph: Konserveerimine toimub toitepinge väljalülitatud seisukorras ning pärast toote jahtumist. Puhastada ainult õrnade ja kuivade riidega. Keelatud on kasutada keemilisi puhastusvahendeid. Ärge katke toodet. Tagage vaba õhu juurdepääs. Toode võib kuumeneda kõrgematele temperatuuridele. TÄHELEPANU! Mitte vaadata valgusallika poolt LED dioodi/dioodide valguse. Toode tuleb ühendada ainult nominaalse pinge või määratud pingevahemikuga. Vahetamatu LED tüüpi dioodi/dioodiga valgusallikas. Valgusallika kahjustuse korral ei ole toode parandatav. Toodet ei tohi kasutada kohtades, kus valitsevad ebasoodsad keskkonnatingimused, näiteks tolm, vesi, niiskus, vibratsioon, jne. Lubamatu on kasutada kaitseklaasita või kahjustatud kaitseklaasiga toodet.: [1090, 1194, 1611, 1245]
symbol-definition: P21: Sursa de lumina cu LED poate fi înlocuită numai de personalul calificat (departamentul tehnic Kanlux).: [13, 854, 375, 864]
symbol-definition: P10: Apsauga nuo kietų kūnų didesnių negu 1,0mm. Apsauga nuo vandens purslų.: [1090, 150, 1369, 161]
body-paragraph: P8: Clasa I. Produsul, în care protecția împotriva șocurilor electrice îndeplinesc, în afară de izolația de bază, măsuri de securitate suplimentare sub formă de circuit de protecție suplimentare care trebuie să fie conectat cablu de protecție instalației fixe de alimentare.: [13, 714, 534, 735]
symbol-definition: P6: Номинален трайност: [551, 70, 640, 80]
section-heading: NAVODILA ZA RAVNANJE / VZDRŽEVANJE: [13, 1183, 243, 1194]
body-paragraph: Draudžiama daryti techninius pakeitimus. Prieš pradėdami montuoti susipažinkite su instrukcija. Montavimą turi atlikti asmuo turintis atitinkamus įgaliojimus. Visi darbai turi būti atliekami atjungus maitinimą. Būkite ypatingai atsargūs. Prieš pirmą panaudojimą reikia įsitikinti, kad gaminys yra teisingai mechaniškai sumontuotas ir tinkamai būtų prijungta elektros sistema. Gaminys gali būti prijungtas prie maitinimo tinklo, kuris atitinka teisės aktais patvirtintus energetinės kokybės standartus. Montavimo schema: Žiūrėti iliustracijas. Gaminys turi kontaktą/apsaugos gnybtą. Jei laidai turi izoliacinius antgalius, antgalius reikia nuimti, izoliaciją nupjauti 8mm ilgio laidą ir įkišti į gnybtą. Jei laidai turi izoliacinius antgalius, antgalius reikia nuimti, izoliaciją nupjauti 8mm ilgio laido izoliacija, pritvirtinti laidą suspaudimo bloke. Neprijungus apsauginio laido, kyla elektros smūgio pavojus. Norint išlaikyti tinkamą IP laipsnį reikia parinkti maitinimo kabelio diametrą pagal kabelio įvado diametrą.: [551, 1822, 1073, 1892]
symbol-definition: P15: Виріб відповідає вимогам Директиви ЄС (ЄС).: [551, 1518, 734, 1528]
symbol-definition: P3: Fluxul de lumina nominal.: [13, 664, 114, 674]
section-heading: IZMANTOTU APZĪMĒJUMU UN SIMBOLU IZSKAIDROŠANA: [1090, 633, 1403, 645]
body-paragraph: Intretinerea poate să fie efectuate după deconectarea de la putere după ce produsul s-a răcit. Curați numai cu țesături delicate și uscate. Nu folosiți detergenți chimici. A nu se acoperi produsul. Aspați ca timp de 1 minut. Produsul de nu a fi pus într-o încărcare vatrică la proximitate. ATENȚIE! A nu se uita la fasciculul diodei / diodelor LED. Produsul se alimentează exclusiv cu tensiunea nominală sau cu tensiune din intervalul specificat. Nu se utilizează produsul în caz de încărcări și care prezintă condiții de mediu negative, cum ar fi murdărie, praf, apă, umiditate, vibrații, etc. Este inacceptabil pentru a utiliza produsul, fără sau cu geam de protecție cracked.: [13, 581, 534, 631]
body-paragraph: P8: I Класс. В данном изделии защитную функцию от поражения электрическим током, кроме основной изоляции, используют также дополнительные средства безопасности, в качестве дополнительной защитной цепи, к которой должен быть присоединен защитный провод основной питательной установки.: [551, 754, 1073, 784]
body-paragraph: Tehnične spremembe pridržane. Pred montažo preberite navodila za uporabo. Montiranje smejo izvajati samo osebe, ki ima primerne kvalifikacije. Montažo naredite pri izključenem napajanju. Bodite pri montaži pazljivi. Pred pred uporabo, se morate prepričati, da je montaža narejena pravilno in je pravilno vključena v električno instalacijo. Proizvod vključite samo v pravilno električno instalacijo, ki ustreza kakovostnim standardom, ki so v skladu s zakonom. Shema montaže: glede ilustracije. Proizvod vedno vključite tudi zaščitno žico. Če so konec vodov prevlečeni s kovinskimi tulci, jih odstranite kovinski tulci, odstranite izolacijo vodov na dolžini 8 mm in vod namestite v sponko. Brez vključitve zaščitnega kabla, obstaja nevarnost električnega udara. Za ohranitev ustrezne stopnje IP zaščite, je treba premer uvodnice, ki je uporabljena v uvodniku, prilagoditi premeru kabla.: [13, 1097, 534, 1158]
section-heading: MONTEERIMINE: [1090, 1086, 1177, 1098]
language-code-heading: BG: [13, 1650, 32, 1665]
symbol-definition: P14: A termék csak a védőüveggel rendelkező foglalatban alkalmazható. A repedt vagy sérült burát vagy ernyőt, védőüveget azonnal cserélni kell.: [13, 181, 504, 191]
body-paragraph: P25: Ez a jel mutatja az elhasználódott elektromos és elektronikus berendezések szelektív gyűjtésének a szükségességét. Ez a jel mutatja az elhasználódott elektromos és elektronikus berendezések szelektív gyűjtésének a szükségességét. Egy megfelelő terméket a bringa kosarakban vagy a terhe alatt szakosz. szemétdobókba nem dobható ki. Ilyen termékek károsak lehetnek a környezetre és az emberi egészségre. A felelősségük / újrahasznosítás / kezelés / hasznosításnak különös fontosságát igényeljék. Információk a gyűjtőhelyekre vonatkozóan a helyi hatóságoktól vagy az érintett berendezés forgalmazóitól kaphatók. Az elhasználódott berendezést át rendelhet a központi gyűjtőhelyek, az elkülönített gyűjtés a termék a kijelölt gyűjtőhelyre történő visszaadása. A Kanlux SA az Európai Unió területén érvényesek. Más országokban a helyi előírásoknak megfelelően járjon el.: [13, 314, 534, 375]
symbol-definition: P14: Трябва незабавно да се сменят напукани или повредени абажур или екран, защитно стъкло.: [551, 161, 901, 171]
symbol-definition: P3: Nominalusis šviesos srautas.: [1090, 70, 1202, 80]
symbol-definition: P3: Nominālā gaismas plūsma.: [1090, 664, 1196, 674]
symbol-definition: P16: Toode vastab Suurbritannias (UK) kehtivate eeskirjade nõuetele.: [1090, 1428, 1325, 1438]
language-code-heading: SI: [13, 1047, 26, 1062]
symbol-definition: P17: Ümbruskonna temperatuuri vahemik, millega on lubatud mõjutada seadet.: [1090, 1438, 1357, 1448]
body-paragraph: P9: Символ означаващ минималното разстояние на светлинния източник (светлини изтичане) от места и осветявани предмети.: [551, 111, 1006, 121]
section-heading: МОНТАЖ: [13, 1689, 64, 1701]
section-heading: MONTAVIMAS: [551, 1810, 626, 1822]
symbol-definition: P23: Pozor, obstaja nevarnost električnega udara.: [13, 1488, 182, 1498]
symbol-definition: P7: Színvisszaadási tényező.: [13, 100, 113, 111]
body-paragraph: Ai grijă de curățenia și al mediului. Vă recomandăm segregarea de deșeuri după ambalajele.: [13, 908, 325, 918]
section-heading: ОБЯСНЕНИЕ НА ИЗПОЛЗВАНИТЕ ЗНАЦИ И СИМВОЛИ: [551, 9, 852, 21]
section-heading: RECOMANDĂRILE DE OPERARE / INTRETINERE: [13, 569, 274, 582]
body-paragraph: P25: Ta označitev pomeni, da je selektiven zbiranje izrabljenih elektronskih strojev obvezna. Ti proizvodi so lahko škodljivi za okolje in človeško zdravje, in za zahtevajo specialne forme varovanja / reciklirania / uničenja. Tak označenih proizvodov, pod pretnjo kazni globe, ne smete vržjeno z ostalimi odpadki. Te proizvode je treba dati v zbirno centrih mejnih elektronskih opreme. Informacije o zbiralnih mestih lahko dobite od pri prodajalcu. Izrabljeno opremo lahko tudi vrnete v prodajalca, v primeru nakupa novega izdelka v količini ne večji kot kupljenega novega v enakem. Te navodila so v skladu z zahtevami Evropske Unije. V primeru drugih držav, se morate ravnati po regulacijah obveznih v teh državah. Takrat priporočamo kontakt s distributerom naših proizvodov za podrobnosti.: [13, 1531, 534, 1592]
symbol-definition: P24: A termék megfelel az Ukrajnában alkalmazandó műszaki előírások követelményeinek.: [13, 281, 321, 291]
symbol-definition: P13: Produsul nu funcționează cu dimmere de iluminat.: [13, 775, 201, 784]
body-paragraph: A jelen útmutató figyelmen kívül hagyása a tűz, áramütés, égés, testi sérülés és egyéb anyagi és nem anyagi kár veszélyével járhat. További információt a Kanlux termékeiről a www.kanlux.com weboldalon találhat. Kanlux SA nem vállal felelősséget a jelen útmutató figyelmen kívül hagyásának az eredményeként. A Kanlux SA fenntartja az utasítás módosításának jogát - az aktuális verzió a www.kanlux.com oldalról tölthető le.: [13, 388, 534, 418]
symbol-definition: P11: Produsul etanș la praf. Protecția împotriva fluxul de apă.: [13, 754, 219, 764]
symbol-definition: P21: A LED fényforrást kizárólag szakképzett szakember cserélheti ki.: [13, 251, 249, 261]
symbol-definition: P1: Nominālais spriegums, frekvence.: [1090, 644, 1218, 654]
symbol-definition: P18: Сертифікат відповідності, що підтверджує відповідність якості продукції до затвердженим стандартам на території Митного союзу.: [551, 1548, 1032, 1559]
body-paragraph: Уход за изделием при выключенном питании, только после того, как изделие остынет. Чистить исключительно деликатными и сухими тканями. Не применять химические чистящие средства. Не закрывать изделие. Обеспечить свободный доступ воздуха. Изделие может нагреваться до повышенной температуры. ВНИМАНИЕ! Не всматриваться в светлые лучи диода / диодов LED. Изделие питается исключительно номинальным напряжением или напряжением из указанного диапазона. Изделие с неизменяемым источником света (диодом LED). В случае повреждения источника света, изделие не подлежит починке. Не применять изделие в местах с неблагоприятными условиями окружения, напр. пыль, вода, влажность, вибрация и т.д. Недопустимо использование прибора без или с поврежденным защитным стеклом.: [551, 611, 1073, 671]
symbol-definition: P6: Barvna temperatura.: [13, 1307, 96, 1317]
symbol-definition: P4: Зазначений світловий потік відноситься до використовуваного джерела світла (світлодіодного модуля).: [551, 1398, 932, 1408]
symbol-definition: P5: Nominalna trajnost.: [13, 1298, 93, 1308]
symbol-definition: P13: Izstrādājums nesadarbojas ar apgaismojuma regulēšanas ierīcēm.: [1090, 775, 1333, 784]
symbol-definition: P22: A vezérlőberendezést kizárólag szakképzett szakember cserélheti ki.: [13, 261, 263, 271]
symbol-definition: P24: Продукція відповідає вимогам технічних регламентів, що діють в Україні.: [551, 1608, 828, 1618]
symbol-definition: P15: A termék megfelel az Európai Uniós irányelvek követelményeinek.: [13, 191, 253, 201]
symbol-definition: P3: Nominaalne valgusvoo.: [1090, 1278, 1183, 1288]
symbol-definition: P15: Proizvod je v skladu s pogoji direktiv Evropske Unije (EU).: [13, 1407, 226, 1418]
symbol-definition: P10: Защита срещу твърди тела големи над 1,0 мм. Защита срещу пръски вода.: [551, 120, 838, 131]
body-paragraph: Utilizați numai exterioară. Produsul are opțiunea de a regla manual direcția de iluminare. Posibilitatea de a regla unghiul de iluminare: vedeți ilustrațiile.: [13, 557, 519, 567]
symbol-definition: P14: Reikia tuojau pat pakeisti sutrūkinėjusį arba pažeistą gaubtą arba ekraną, apsauginį stiklą.: [1090, 191, 1410, 201]
body-paragraph: Заботьтесь о чистоте и окружающей среде. Рекомендуем сортировку отбросов.: [551, 968, 835, 978]
symbol-definition: P22: Nadzorno stroino opremo lahko zamenja samo usposobljeno osebje (samo s storitvijo Kanlux).: [13, 1478, 350, 1489]
symbol-definition: P2: Nominali galia.: [1090, 61, 1153, 71]
column-right: [1090, 8, 1611, 2275]
symbol-definition: P7: Värvitooni edasi andmise koefitsient.: [1090, 1317, 1227, 1328]
symbol-definition: P19: A termék F-energetikai hatékonysági fényforrást tartalmaz.: [13, 231, 228, 241]
body-paragraph: Nesilaikymas šios instrukcijos nurodymų gali sukelti pvz. gaisrą, nudegimus, elektros smūgį, fizinius pakenkimus bei kitokius materialius ir nematerialius žalas. Papildomą informaciją Kanlux markės gaminių tema rasite svetainėje: www.kanlux.com. Kanlux SA nenešia atsakomybės už pasekmes kilusias dėl šios instrukcijos nurodymų nesilaikymo. Įmonė Kanlux SA pasilieka sau teisę keisti instrukciją - aktualią versiją rasite tinklapyje: www.kanlux.com.: [1090, 397, 1611, 427]
symbol-definition: P11: Por elleni szigetelt termék. Védelem a vízsugár ellen.: [13, 150, 209, 161]
language-code-heading: EE: [1090, 1047, 1107, 1062]
section-heading: VARSTVO OKOLJA: [13, 1509, 116, 1522]
symbol-definition: P2: Névleges teljesítmény.: [13, 50, 103, 61]
symbol-definition: P3: Номинален светлинен поток.: [551, 41, 669, 51]
section-heading: CARACTERISTICE FUNCȚIONALE: [13, 546, 196, 558]
section-heading: СОВЕТЫ ПО ЭКСПЛУАТАЦИИ / КОНСЕРВАЦИЯ: [551, 600, 811, 612]
symbol-definition: P3: Névleges fényáram.: [13, 61, 96, 71]
symbol-definition: P14: Tūlīt jānomaina plīsušais vai ievainotais lieturs vai ekrāns, aizsargstikls.: [1090, 784, 1348, 794]
section-heading: PASKIRTIS / TAIKYMAS: [551, 1787, 678, 1799]
section-heading: ПОЯСНЕННЯ ВИКОРИСТАНИХ ПОЗНАЧЕНЬ І СИМВОЛІВ: [551, 1356, 864, 1369]
symbol-definition: P17: Apkārtnes temperatūras diapazons, kādam var tikt pakļauts izstrādājums.: [1090, 814, 1354, 825]
symbol-definition: P11: Прахонепропусклив продукт. Защита срещу водни течения.: [551, 131, 780, 141]
section-heading: VIDES AIZSARDZĪBA: [1090, 897, 1202, 909]
body-paragraph: Käesoleva kasutusjuhendi soovituste eiramine, võivad põhjustada näiteks tulekahju, põletushaavu, elektrilööki, füüsilisi vigastusi ning muid materiaalseid ja mittemateriaalseid kahjustusi. Lisateavet Kanlux märgi alla tootete kohta leiate veebilehelt: www.kanlux.com. Kanlux SA ei kanna mingisugust vastutust juhtumite eest, mis tulenevad mitte kinnipidamisest siin toodud kasutusjuhendist. Firma Kanlux SA jätab endale õiguse muudatuste tegemiseks kasutusjuhendis - kehtiva versiooni saab alla laadida veebilehelt www.kanlux.com.: [1090, 1614, 1611, 1655]
symbol-definition: P18: Сертификат за съответствие, потвърждаващ качеството на продуктите с одобрените стандарти на територията на Митнически Съюз.: [551, 201, 1047, 211]
symbol-definition: P14: Необхідно негайно замінити тріснутий вікно, екран чи захисне скло.: [551, 1508, 810, 1518]
symbol-definition: P10: Защита от проникновения предметов величиной более 1,0 мм. Защита от брызг воды.: [551, 794, 877, 805]
body-paragraph: Neupoštevanje teh navodil za uporabo, lahko povzroči ogrožanje s požarom, električnim šokom, telesnih poškodb ter drugih materialnimi in nematerialnimi poškodbami. Dodatne informacije o proizvodih podjetja Kanlux, najdete na: www.kanlux.com. Kanlux SA ni odgovoren za posledice, ki so posledica neupoštevanja teh navodil za uporabo. Podjetje Kanlux SA si pridržuje pravico do sprememb navodil - veljavna različica je na voljo na strani www.kanlux.com.: [13, 1604, 534, 1645]
symbol-definition: P16: Продукт соответствует требованиям действующих в Великобритании (UK) стандартов.: [551, 854, 879, 864]
symbol-definition: P4: Navedeni svetlobni tok se nanaša na uporabljeni vir svetlobe (modul LED).: [13, 1287, 278, 1298]
section-heading: MÄRKUSED / NÄPUNÄITED: [1090, 1603, 1237, 1615]
symbol-definition: P20: Ъгъл на светлината.: [551, 220, 642, 231]
symbol-definition: P1: Tensiunea nominală, frecvența.: [13, 644, 132, 654]
section-heading: COMENTARII / SUGESTII: [13, 989, 146, 1002]
section-heading: ПРЕПОРЪКИ ЗА ЕКСПЛОАТАЦИЯ / КОНСЕРВАЦИЯ: [13, 1816, 295, 1828]
symbol-definition: P6: Színhőmérséklet.: [13, 91, 86, 101]
body-paragraph: Неспазване на препоръките на тази инструкция може да доведе напр. до пожар, попарване, електрически шок, физически травми и други материални и нематериални щети. Допълнителна информация за продуктите на марката Kanlux на разположение на: www.kanlux.com. Kanlux SA не носи отговорност за последствията произтичащи от неспазване на препоръки в тази инструкция. Фирма Kanlux SA запазва правото си да въвежда промени в инструкцията - актуалната версия е достъпна за изтегляне в интернет сайт www.kanlux.com.: [551, 388, 1073, 427]
symbol-definition: P2: Nominaalne võimsus.: [1090, 1267, 1177, 1278]
